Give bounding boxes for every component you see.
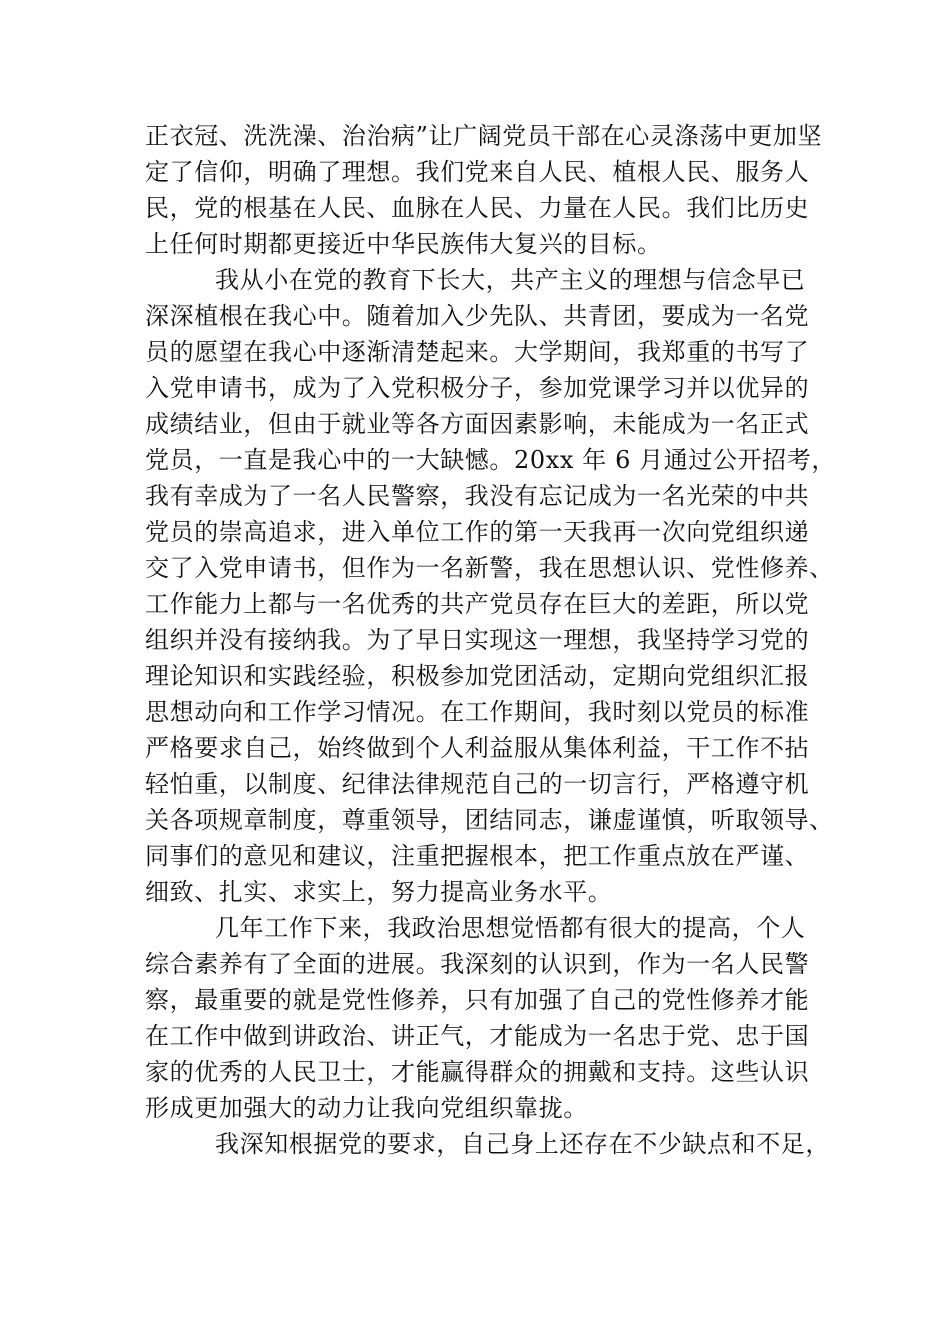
- text-line: 定了信仰，明确了理想。我们党来自人民、植根人民、服务人: [145, 158, 810, 186]
- text-line: 同事们的意见和建议，注重把握根本，把工作重点放在严谨、: [145, 842, 810, 870]
- paragraph: [145, 910, 810, 1126]
- text-line: 工作能力上都与一名优秀的共产党员存在巨大的差距，所以党: [145, 590, 810, 618]
- text-line: 正衣冠、洗洗澡、治治病”让广阔党员干部在心灵涤荡中更加坚: [145, 122, 823, 150]
- text-line: 细致、扎实、求实上，努力提高业务水平。: [145, 878, 613, 906]
- text-line: 民，党的根基在人民、血脉在人民、力量在人民。我们比历史: [145, 194, 810, 222]
- text-line: 综合素养有了全面的进展。我深刻的认识到，作为一名人民警: [145, 950, 810, 978]
- text-line: 家的优秀的人民卫士，才能赢得群众的拥戴和支持。这些认识: [145, 1058, 810, 1086]
- text-line: 我深知根据党的要求，自己身上还存在不少缺点和不足，: [215, 1130, 830, 1158]
- paragraph: [145, 262, 836, 910]
- text-line: 察，最重要的就是党性修养，只有加强了自己的党性修养才能: [145, 986, 810, 1014]
- text-line: 我有幸成为了一名人民警察，我没有忘记成为一名光荣的中共: [145, 482, 810, 510]
- text-line: 组织并没有接纳我。为了早日实现这一理想，我坚持学习党的: [145, 626, 810, 654]
- text-line: 理论知识和实践经验，积极参加党团活动，定期向党组织汇报: [145, 662, 810, 690]
- text-line: 入党申请书，成为了入党积极分子，参加党课学习并以优异的: [145, 374, 810, 402]
- text-line: 党员的崇高追求，进入单位工作的第一天我再一次向党组织递: [145, 518, 810, 546]
- text-line: 关各项规章制度，尊重领导，团结同志，谦虚谨慎，听取领导、: [145, 806, 834, 834]
- text-line: 党员，一直是我心中的一大缺憾。20xx 年 6 月通过公开招考，: [145, 446, 836, 474]
- text-line: 在工作中做到讲政治、讲正气，才能成为一名忠于党、忠于国: [145, 1022, 810, 1050]
- text-line: 形成更加强大的动力让我向党组织靠拢。: [145, 1094, 588, 1122]
- text-line: 成绩结业，但由于就业等各方面因素影响，未能成为一名正式: [145, 410, 810, 438]
- text-line: 我从小在党的教育下长大，共产主义的理想与信念早已: [215, 266, 806, 294]
- text-line: 员的愿望在我心中逐渐清楚起来。大学期间，我郑重的书写了: [145, 338, 810, 366]
- text-line: 思想动向和工作学习情况。在工作期间，我时刻以党员的标准: [145, 698, 810, 726]
- text-line: 几年工作下来，我政治思想觉悟都有很大的提高，个人: [215, 914, 806, 942]
- paragraph: [145, 1126, 830, 1162]
- text-line: 交了入党申请书，但作为一名新警，我在思想认识、党性修养、: [145, 554, 834, 582]
- text-line: 严格要求自己，始终做到个人利益服从集体利益，干工作不拈: [145, 734, 810, 762]
- paragraph: [145, 118, 823, 262]
- document-body: [145, 118, 836, 1162]
- text-line: 轻怕重，以制度、纪律法律规范自己的一切言行，严格遵守机: [145, 770, 810, 798]
- text-line: 深深植根在我心中。随着加入少先队、共青团，要成为一名党: [145, 302, 810, 330]
- text-line: 上任何时期都更接近中华民族伟大复兴的目标。: [145, 230, 662, 258]
